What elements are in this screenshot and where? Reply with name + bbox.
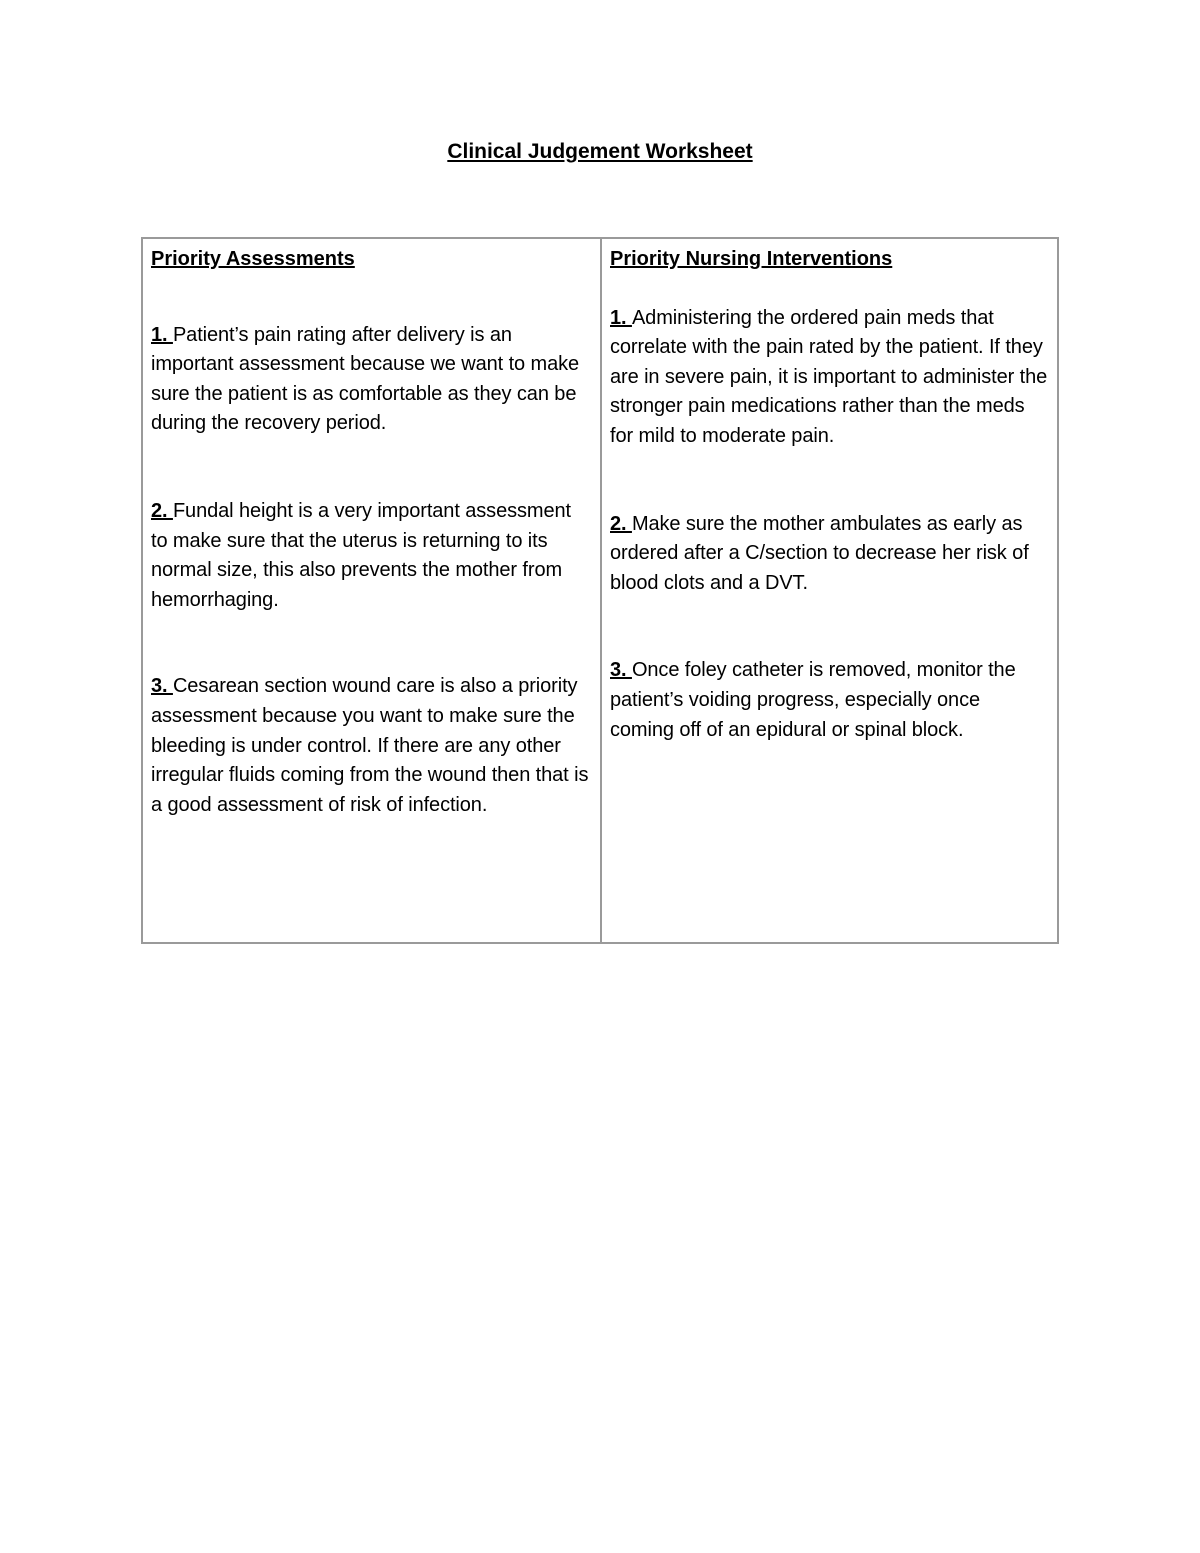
- assessment-item-2-text: Fundal height is a very important assessment to make sure that the uterus is returning to its normal size, this also prevents the mother from hemorrhaging.: [151, 499, 571, 611]
- intervention-item-2-number: 2.: [610, 512, 632, 535]
- assessment-item-3-text: Cesarean section wound care is also a priority assessment because you want to make sure the bleeding is under control. If there are any other irregular fluids coming from the wound then that is a good assessment of risk of infection.: [151, 675, 589, 816]
- intervention-item-1: [610, 304, 1049, 452]
- title-text: Clinical Judgement Worksheet: [447, 140, 753, 163]
- page-title: [0, 138, 1200, 166]
- assessment-item-1-text: Patient’s pain rating after delivery is an important assessment because we want to make sure the patient is as comfortable as they can be during the recovery period.: [151, 323, 580, 435]
- intervention-item-2-text: Make sure the mother ambulates as early as ordered after a C/section to decrease her risk of blood clots and a DVT.: [610, 512, 1029, 594]
- assessment-item-1-number: 1.: [151, 323, 173, 346]
- assessment-item-3: [151, 672, 592, 820]
- intervention-item-1-text: Administering the ordered pain meds that correlate with the pain rated by the patient. If they are in severe pain, it is important to administer the stronger pain medications rather than the meds for mild to moderate pain.: [610, 306, 1048, 447]
- priority-assessments-header: Priority Assessments: [151, 248, 355, 270]
- priority-interventions-column: [602, 239, 1057, 942]
- intervention-item-3-number: 3.: [610, 659, 632, 682]
- assessment-item-2-number: 2.: [151, 499, 173, 522]
- worksheet-table: [141, 237, 1059, 944]
- priority-assessments-column: [143, 239, 602, 942]
- intervention-item-3: [610, 656, 1049, 745]
- assessment-item-1: [151, 321, 592, 439]
- intervention-item-3-text: Once foley catheter is removed, monitor the patient’s voiding progress, especially once coming off of an epidural or spinal block.: [610, 659, 1016, 741]
- priority-interventions-header: Priority Nursing Interventions: [610, 248, 893, 270]
- assessment-item-3-number: 3.: [151, 675, 173, 698]
- assessment-item-2: [151, 497, 592, 615]
- intervention-item-2: [610, 510, 1049, 599]
- intervention-item-1-number: 1.: [610, 306, 632, 329]
